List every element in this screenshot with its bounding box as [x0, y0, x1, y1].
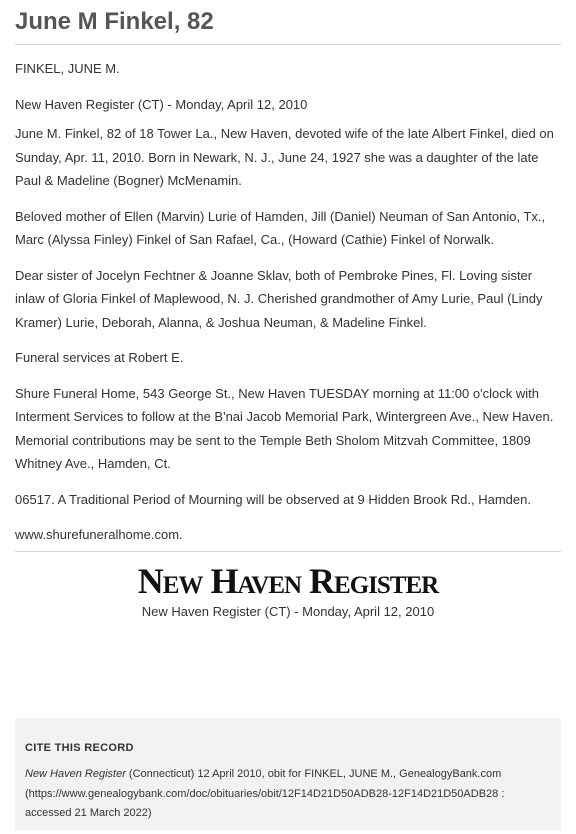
obituary-paragraph: Dear sister of Jocelyn Fechtner & Joanne Sklav, both of Pembroke Pines, Fl. Loving sister inlaw of Gloria Finkel of Maplewood, N. J. Cherished grandmother of Amy Lurie, Paul (Lindy Kramer) Lurie, Deborah, Alanna, & Joshua Neuman, & Madeline Finkel.: [15, 267, 543, 330]
obituary-body: [15, 122, 561, 547]
source-line: New Haven Register (CT) - Monday, April 12, 2010: [15, 97, 308, 112]
deceased-name: FINKEL, JUNE M.: [15, 61, 120, 76]
obituary-paragraph: June M. Finkel, 82 of 18 Tower La., New Haven, devoted wife of the late Albert Finkel, died on Sunday, Apr. 11, 2010. Born in Newark, N. J., June 24, 1927 she was a daughter of the late Paul & Madeline (Bogner) McMenamin.: [15, 126, 554, 188]
citation-details: (Connecticut) 12 April 2010, obit for FINKEL, JUNE M., GenealogyBank.com (https://www.genealogybank.com/doc/obituaries/obit/12F14D21D50ADB28-12F14D21D50ADB28 : accessed 21 March 2022): [25, 768, 505, 819]
page-title: June M Finkel, 82: [15, 8, 214, 35]
masthead-caption: New Haven Register (CT) - Monday, April 12, 2010: [141, 603, 435, 619]
obituary-paragraph: Funeral services at Robert E.: [15, 350, 184, 365]
citation-publication: New Haven Register: [25, 768, 126, 780]
obituary-paragraph: www.shurefuneralhome.com.: [15, 527, 183, 542]
cite-heading: CITE THIS RECORD: [25, 742, 134, 754]
obituary-paragraph: 06517. A Traditional Period of Mourning will be observed at 9 Hidden Brook Rd., Hamden.: [15, 491, 531, 507]
obituary-paragraph: Beloved mother of Ellen (Marvin) Lurie of Hamden, Jill (Daniel) Neuman of San Antonio, Tx., Marc (Alyssa Finley) Finkel of San Rafael, Ca., (Howard (Cathie) Finkel of Norwalk.: [15, 208, 546, 247]
citation-text: [25, 765, 551, 824]
masthead-logo-text: New Haven Register: [137, 560, 439, 601]
divider: [15, 551, 561, 552]
newspaper-masthead-logo: [116, 560, 460, 601]
obituary-paragraph: Shure Funeral Home, 543 George St., New Haven TUESDAY morning at 11:00 o'clock with Interment Services to follow at the B'nai Jacob Memorial Park, Wintergreen Ave., New Haven. Memorial contributions may be sent to the Temple Beth Sholom Mitzvah Committee, 1809 Whitney Ave., Hamden, Ct.: [15, 385, 554, 471]
cite-record-box: [15, 718, 561, 830]
divider: [15, 44, 561, 45]
